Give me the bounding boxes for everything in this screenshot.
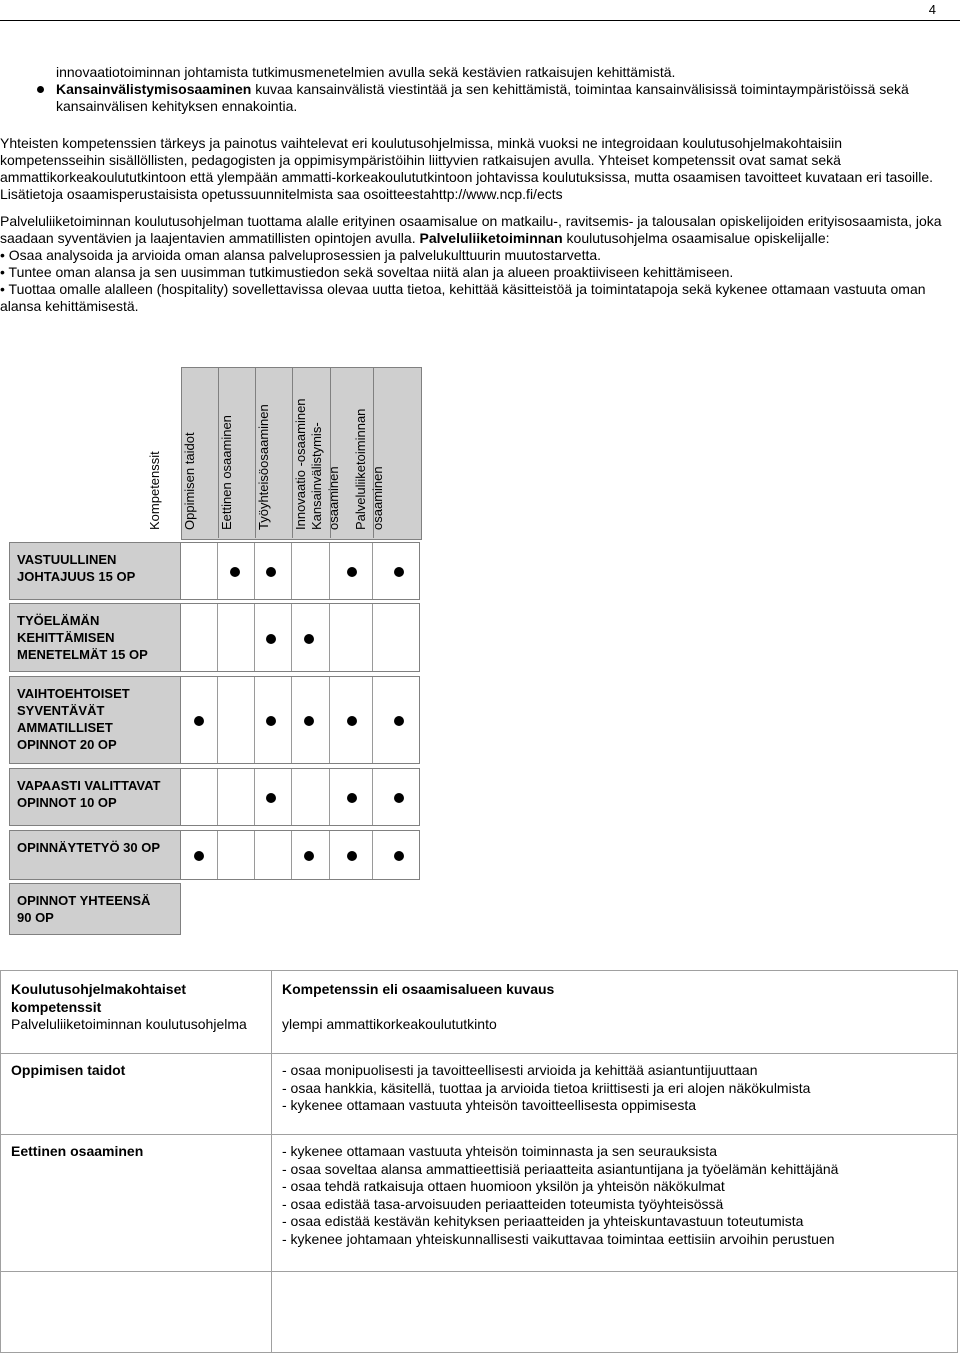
matrix-dot-icon: [304, 851, 314, 861]
bullet-continuation: [0, 64, 950, 81]
matrix-col-label: Palveluliiketoiminnan osaaminen: [353, 408, 385, 530]
matrix-col-divider: [372, 769, 373, 825]
matrix-dot-icon: [394, 793, 404, 803]
matrix-dot-icon: [347, 851, 357, 861]
matrix-col-divider: [329, 604, 330, 671]
matrix-dot-icon: [266, 634, 276, 644]
paragraph-service-business: [0, 213, 950, 247]
list-item: • Tuottaa omalle alalleen (hospitality) sovellettavissa olevaa uutta tietoa, kehittää käsitteistöä ja toimintatapoja sekä kykenee ottamaan vastuuta oman alansa kehittämisestä.: [0, 281, 926, 314]
table-header-row: [1, 971, 958, 1054]
competence-table: [0, 970, 958, 1353]
matrix-row-label: VAIHTOEHTOISET SYVENTÄVÄT AMMATILLISET OPINNOT 20 OP: [9, 676, 181, 764]
header-rule: [0, 20, 960, 21]
table-cell-description: [272, 1054, 958, 1135]
matrix-dot-icon: [266, 716, 276, 726]
matrix-col-divider: [217, 769, 218, 825]
matrix-row: [181, 768, 420, 826]
matrix-dot-icon: [394, 851, 404, 861]
matrix-col-divider: [291, 769, 292, 825]
matrix-dot-icon: [230, 567, 240, 577]
matrix-row: [181, 676, 420, 764]
matrix-col-divider: [372, 677, 373, 763]
description-line: - osaa hankkia, käsitellä, tuottaa ja arvioida tietoa kriittisesti ja eri alojen näkökulmista: [282, 1079, 811, 1096]
bullet-description: kuvaa kansainvälistä viestintää ja sen kehittämistä, toimintaa kansainvälisissä toimintaympäristöissä sekä kansainvälisen kehityksen ennakointia.: [56, 81, 909, 114]
table-header-right-title: Kompetenssin eli osaamisalueen kuvaus: [282, 981, 555, 997]
matrix-dot-icon: [394, 567, 404, 577]
matrix-col-divider: [291, 677, 292, 763]
table-empty-row: [1, 1272, 958, 1353]
bullet-term: Kansainvälistymisosaaminen: [56, 81, 252, 97]
paragraph2-bold: Palveluliiketoiminnan: [419, 230, 563, 246]
bullet-dot-icon: [37, 86, 44, 93]
matrix-row-label: TYÖELÄMÄN KEHITTÄMISEN MENETELMÄT 15 OP: [9, 603, 181, 672]
page-number: 4: [928, 2, 936, 17]
matrix-col-label: Innovaatio -osaaminen: [293, 398, 308, 530]
matrix-col-divider: [217, 677, 218, 763]
table-cell-competence: [1, 1054, 272, 1135]
description-line: - osaa soveltaa alansa ammattieettisiä periaatteita asiantuntijana ja työelämän kehittäjänä: [282, 1160, 839, 1177]
matrix-col-divider: [254, 677, 255, 763]
description-line: - osaa tehdä ratkaisuja ottaen huomioon yksilön ja yhteisön näkökulmat: [282, 1178, 725, 1194]
matrix-row: [181, 830, 420, 880]
matrix-dot-icon: [347, 793, 357, 803]
description-line: - kykenee ottamaan vastuuta yhteisön tavoitteellisesta oppimisesta: [282, 1097, 697, 1113]
matrix-col-divider: [329, 543, 330, 599]
paragraph2-text-a: Palveluliiketoiminnan koulutusohjelman tuottama alalle erityinen osaamisalue on matkailu-, ravitsemis- ja talousalan opiskelijoiden erityisosaamista, joka saadaan syventävien ja laajentavien ammatillisten opintojen avulla.: [0, 213, 942, 246]
matrix-col-divider: [329, 769, 330, 825]
matrix-row-label: VASTUULLINEN JOHTAJUUS 15 OP: [9, 542, 181, 600]
competence-name: Oppimisen taidot: [11, 1062, 126, 1078]
table-header-right-sub: ylempi ammattikorkeakoulututkinto: [282, 1016, 497, 1032]
matrix-col-divider: [254, 604, 255, 671]
matrix-col-divider: [372, 543, 373, 599]
matrix-col-divider: [372, 831, 373, 879]
intro-section: [0, 64, 950, 315]
paragraph-common-competences: Yhteisten kompetenssien tärkeys ja painotus vaihtelevat eri koulutusohjelmissa, minkä vuoksi ne integroidaan koulutusohjelmakohtaisiin kompetensseihin sisällöllisten, pedagogisten ja oppimisympäristöihin liittyvien ratkaisujen avulla. Yhteiset kompetenssit ovat samat sekä ammattikorkeakoulututkintoon että ylempään ammatti-korkeakoulututkintoon johtavissa koulutuksissa, mutta osaamisen tavoitteet kuvataan eri tasoille. Lisätietoja osaamisperustaisista opetussuunnitelmista saa osoitteestahttp://www.ncp.fi/ects: [0, 135, 934, 202]
list-item: • Tuntee oman alansa ja sen uusimman tutkimustiedon sekä soveltaa niitä alan ja alueen proaktiiviseen kehittämiseen.: [0, 264, 734, 280]
matrix-dot-icon: [347, 567, 357, 577]
description-line: - osaa edistää kestävän kehityksen periaatteiden ja yhteiskuntavastuun toteutumista: [282, 1213, 804, 1229]
matrix-col-header: [255, 367, 293, 538]
description-line: - kykenee ottamaan vastuuta yhteisön toiminnasta ja sen seurauksista: [282, 1143, 718, 1159]
list-item: • Osaa analysoida ja arvioida oman alansa palveluprosessien ja palvelukulttuurin muutostarvetta.: [0, 247, 602, 263]
matrix-col-label: Kansainvälistymis- osaaminen: [308, 422, 341, 530]
description-line: - osaa monipuolisesti ja tavoitteellisesti arvioida ja kehittää asiantuntijuuttaan: [282, 1062, 758, 1078]
bullet-kansainvalistyminen: [0, 81, 950, 115]
matrix-dot-icon: [304, 634, 314, 644]
table-header-left-sub: Palveluliiketoiminnan koulutusohjelma: [11, 1016, 247, 1032]
matrix-col-header: [181, 367, 219, 538]
matrix-col-divider: [254, 543, 255, 599]
matrix-dot-icon: [266, 567, 276, 577]
matrix-col-divider: [254, 769, 255, 825]
table-cell-competence: [1, 1135, 272, 1272]
matrix-col-divider: [217, 604, 218, 671]
competence-name: Eettinen osaaminen: [11, 1143, 144, 1159]
matrix-col-divider: [291, 831, 292, 879]
matrix-col-label: Työyhteisöosaaminen: [255, 404, 271, 530]
matrix-row-label: OPINNOT YHTEENSÄ 90 OP: [9, 883, 181, 935]
table-cell-empty: [1, 1272, 272, 1353]
matrix-row-label: OPINNÄYTETYÖ 30 OP: [9, 830, 181, 880]
paragraph2-text-b: koulutusohjelma osaamisalue opiskelijalle:: [562, 230, 830, 246]
table-header-right: [272, 971, 958, 1054]
matrix-corner: [145, 367, 181, 538]
description-line: - kykenee johtamaan yhteiskunnallisesti vaikuttavaa toimintaa eettisiin arvoihin perustuen: [282, 1230, 835, 1247]
matrix-col-header: [353, 367, 419, 538]
matrix-dot-icon: [194, 851, 204, 861]
matrix-col-divider: [291, 604, 292, 671]
matrix-col-divider: [329, 677, 330, 763]
matrix-row: [181, 603, 420, 672]
matrix-col-divider: [329, 831, 330, 879]
bullet-continuation-text: innovaatiotoiminnan johtamista tutkimusmenetelmien avulla sekä kestävien ratkaisujen kehittämistä.: [56, 64, 676, 80]
table-header-left: [1, 971, 272, 1054]
description-line: - osaa edistää tasa-arvoisuuden periaatteiden toteumista työyhteisössä: [282, 1195, 724, 1212]
table-row: [1, 1054, 958, 1135]
matrix-dot-icon: [394, 716, 404, 726]
matrix-dot-icon: [194, 716, 204, 726]
matrix-col-label: Eettinen osaaminen: [218, 415, 234, 530]
matrix-col-divider: [254, 831, 255, 879]
matrix-col-header: [218, 367, 256, 538]
table-row: [1, 1135, 958, 1272]
matrix-row: [181, 542, 420, 600]
matrix-corner-label: Kompetenssit: [147, 451, 162, 530]
table-cell-empty: [272, 1272, 958, 1353]
matrix-col-divider: [291, 543, 292, 599]
matrix-col-divider: [217, 831, 218, 879]
table-cell-description: [272, 1135, 958, 1272]
matrix-dot-icon: [304, 716, 314, 726]
matrix-dot-icon: [347, 716, 357, 726]
matrix-dot-icon: [266, 793, 276, 803]
matrix-col-label: Oppimisen taidot: [181, 432, 197, 530]
matrix-row-label: VAPAASTI VALITTAVAT OPINNOT 10 OP: [9, 768, 181, 826]
matrix-col-divider: [372, 604, 373, 671]
table-header-left-title: Koulutusohjelmakohtaiset kompetenssit: [11, 981, 187, 1015]
matrix-col-divider: [217, 543, 218, 599]
